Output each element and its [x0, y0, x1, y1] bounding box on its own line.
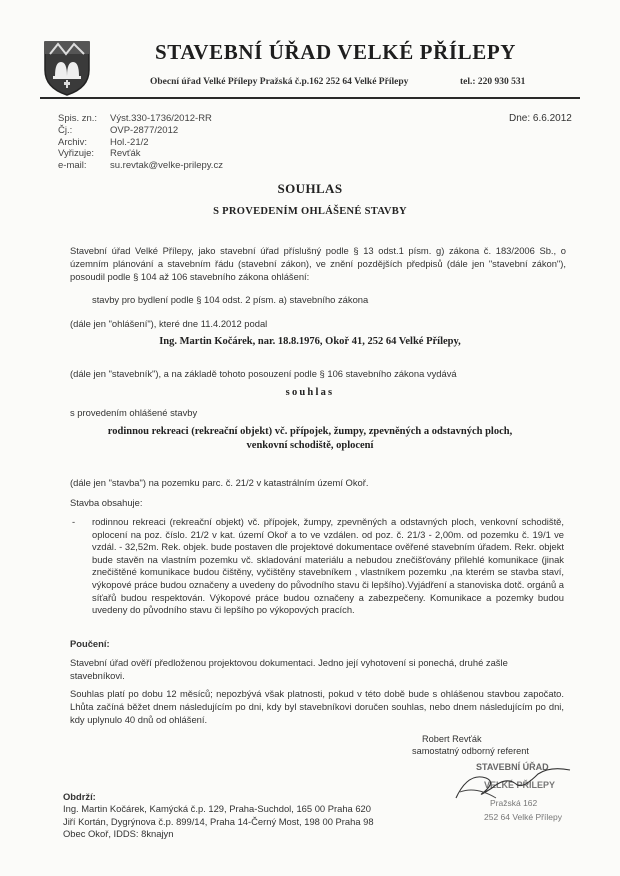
office-address [150, 77, 526, 87]
list-bullet: - [72, 516, 76, 527]
plot-line: (dále jen "stavba") na pozemku parc. č. 21/2 v katastrálním území Okoř. [70, 477, 369, 488]
header-divider [40, 97, 580, 99]
stamp-line: VELKÉ PŘÍLEPY [484, 780, 556, 790]
stamp-line: STAVEBNÍ ÚŘAD [476, 762, 549, 772]
meta-row: e-mail: su.revtak@velke-prilepy.cz [58, 160, 223, 172]
recipient-item: Ing. Martin Kočárek, Kamýcká č.p. 129, Praha-Suchdol, 165 00 Praha 620 [63, 803, 371, 815]
contains-label: Stavba obsahuje: [70, 497, 143, 508]
consent-word: souhlas [285, 387, 335, 398]
meta-row: Archiv: Hol.-21/2 [58, 136, 149, 148]
building-description-2: venkovní schodiště, oplocení [246, 440, 374, 451]
signatory-role: samostatný odborný referent [412, 746, 529, 756]
signature-block [412, 733, 529, 757]
intro-paragraph: Stavební úřad Velké Přílepy, jako stavební úřad příslušný podle § 13 odst.1 písm. g) zákona č. 183/2006 Sb., o územním plánování a stavebním řádu (stavební zákon), ve znění pozdějších předpisů (dále jen "stavební zákon"), posoudil podle § 104 až 106 stavebního zákona ohlášení: [70, 245, 566, 282]
municipal-crest-icon [42, 40, 92, 96]
applicant-line: Ing. Martin Kočárek, nar. 18.8.1976, Okoř 41, 252 64 Velké Přílepy, [159, 336, 461, 347]
meta-row: Vyřizuje: Revťák [58, 148, 141, 160]
address-text: Obecní úřad Velké Přílepy Pražská č.p.162 252 64 Velké Přílepy [150, 77, 409, 87]
notice-paragraph-1: Stavební úřad ověří předloženou projektovou dokumentaci. Jedno její vyhotovení si ponechá, druhé zašle stavebníkovi. [70, 657, 508, 681]
document-subheading: S PROVEDENÍM OHLÁŠENÉ STAVBY [213, 206, 407, 217]
office-title: STAVEBNÍ ÚŘAD VELKÉ PŘÍLEPY [155, 40, 517, 64]
signature-stroke [460, 790, 496, 798]
meta-row: Spis. zn.: Výst.330-1736/2012-RR [58, 113, 212, 124]
stamp-line: 252 64 Velké Přílepy [484, 812, 562, 822]
document-heading: SOUHLAS [277, 181, 343, 196]
document-date: Dne: 6.6.2012 [509, 113, 572, 124]
phone-number: tel.: 220 930 531 [460, 77, 526, 87]
contains-text: rodinnou rekreaci (rekreační objekt) vč. přípojek, žumpy, zpevněných a odstavných ploch, venkovní schodiště, oplocení na poz. číslo. 21/2 v kat. území Okoř a to ve vzdálen. od poz. č. 21/3 - 2,00m. od pozemku č. 19/1 ve vzdál. - 32,52m. Rek. objek. bude postaven dle projektové dokumentace ověřené stavebním úřadem. Rekr. objekt bude stavěn na vlastním pozemku vč. skladování materiálu a nebudou znečišťovány přilehlé komunikace (jinak znečištěné komunikace budou čištěny, vyčištěny stavebníkem , vlastníkem pozemku ,na kterém se stavba staví, výkopové práce budou označeny a uvedeny do původního stavu či lepšího).Vyjádření a stanoviska dotč. orgánů a síťařů budou respektován. Výkopové práce budou označeny a zabezpečeny. Komunikace a pozemky budou uvedeny do původního stavu či lepšího po výkopových pracích. [92, 516, 564, 616]
consent-scope-line: s provedením ohlášené stavby [70, 407, 198, 418]
notice-label: Poučení: [70, 638, 110, 649]
decision-line: (dále jen "stavebník"), a na základě tohoto posouzení podle § 106 stavebního zákona vydává [70, 368, 457, 379]
recipient-item: Obec Okoř, IDDS: 8knajyn [63, 827, 174, 839]
recipient-item: Jiří Kortán, Dygrýnova č.p. 899/14, Praha 14-Černý Most, 198 00 Praha 98 [63, 815, 374, 827]
meta-row: Čj.: OVP-2877/2012 [58, 124, 179, 136]
stamp-line: Pražská 162 [490, 798, 538, 808]
recipients-label: Obdrží: [63, 791, 96, 802]
reference-block [58, 113, 223, 172]
recipients-block [63, 791, 374, 840]
filed-line: (dále jen "ohlášení"), které dne 11.4.2012 podal [70, 318, 268, 329]
notice-paragraph-2: Souhlas platí po dobu 12 měsíců; nepozbývá však platnosti, pokud v této době bude s ohlášenou stavbou započato. Lhůta začíná běžet dnem následujícím po dni, kdy byl stavebníkovi doručen souhlas, nebo dnem následujícím po dni, kdy uplynulo 40 dnů od ohlášení. [70, 688, 564, 725]
signatory-name: Robert Revťák [422, 734, 482, 744]
official-stamp [446, 758, 576, 824]
building-type-line: stavby pro bydlení podle § 104 odst. 2 písm. a) stavebního zákona [92, 294, 369, 305]
building-description-1: rodinnou rekreaci (rekreační objekt) vč. přípojek, žumpy, zpevněných a odstavných ploch, [107, 426, 513, 437]
